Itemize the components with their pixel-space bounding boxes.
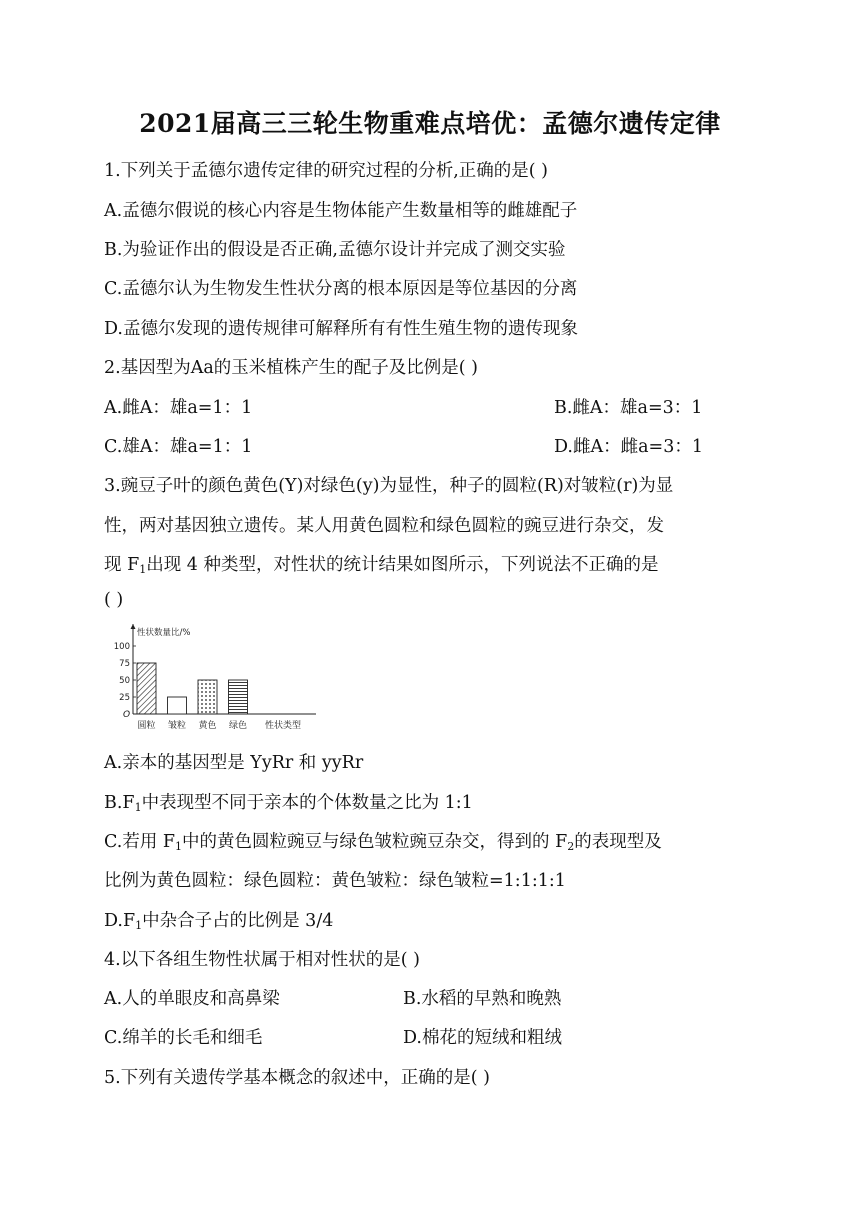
q1-option-c: C.孟德尔认为生物发生性状分离的根本原因是等位基因的分离 xyxy=(104,279,578,299)
q3-option-b: $B.F_1$中表现型不同于亲本的个体数量之比为 1:1 xyxy=(104,793,473,814)
y-tick-label: 50 xyxy=(119,676,130,686)
q3-option-d: $D.F_1$中杂合子占的比例是 3/4 xyxy=(104,911,334,932)
q2-option-c: C.雄A：雄a=1：1 xyxy=(104,437,253,457)
y-tick-label: 25 xyxy=(119,693,130,703)
q1-stem: 1.下列关于孟德尔遗传定律的研究过程的分析,正确的是( ) xyxy=(104,161,548,181)
q4-option-c: C.绵羊的长毛和细毛 xyxy=(104,1028,263,1048)
q2-option-a: A.雌A：雄a=1：1 xyxy=(104,398,253,418)
q2-stem: 2.基因型为Aa的玉米植株产生的配子及比例是( ) xyxy=(104,358,478,378)
x-axis-label: 性状类型 xyxy=(264,721,302,731)
q3-stem-line1: 3.豌豆子叶的颜色黄色(Y)对绿色(y)为显性，种子的圆粒(R)对皱粒(r)为显 xyxy=(104,476,674,496)
q3-option-a: A.亲本的基因型是 YyRr 和 yyRr xyxy=(104,753,364,773)
q5-stem: 5.下列有关遗传学基本概念的叙述中，正确的是( ) xyxy=(104,1068,490,1088)
q1-option-a: A.孟德尔假说的核心内容是生物体能产生数量相等的雌雄配子 xyxy=(104,201,578,221)
q4-option-d: D.棉花的短绒和粗绒 xyxy=(403,1028,562,1048)
bar-1 xyxy=(137,663,156,714)
x-category-label: 绿色 xyxy=(228,721,248,731)
x-category-label: 皱粒 xyxy=(167,721,187,731)
q3-stem-line4: ( ) xyxy=(104,590,124,610)
document-title: 2021届高三三轮生物重难点培优：孟德尔遗传定律 xyxy=(139,109,721,138)
q1-option-b: B.为验证作出的假设是否正确,孟德尔设计并完成了测交实验 xyxy=(104,240,566,260)
q2-option-d: D.雌A：雌a=3：1 xyxy=(554,437,703,457)
x-category-label: 黄色 xyxy=(198,721,217,731)
bar-2 xyxy=(168,697,187,714)
bar-3 xyxy=(198,680,217,714)
y-axis-label: 性状数量比/% xyxy=(137,628,191,638)
origin-label: O xyxy=(123,710,131,720)
q3-option-c-line2: 比例为黄色圆粒：绿色圆粒：黄色皱粒：绿色皱粒=1:1:1:1 xyxy=(104,871,566,891)
y-tick-label: 100 xyxy=(113,642,130,652)
q2-option-b: B.雌A：雄a=3：1 xyxy=(554,398,703,418)
trait-ratio-bar-chart xyxy=(104,618,324,738)
q4-stem: 4.以下各组生物性状属于相对性状的是( ) xyxy=(104,950,420,970)
q3-stem-line3: 现 $F_1$出现 4 种类型，对性状的统计结果如图所示，下列说法不正确的是 xyxy=(104,555,659,576)
q3-stem-line2: 性，两对基因独立遗传。某人用黄色圆粒和绿色圆粒的豌豆进行杂交，发 xyxy=(104,516,664,536)
q1-option-d: D.孟德尔发现的遗传规律可解释所有有性生殖生物的遗传现象 xyxy=(104,319,578,339)
chart-bars xyxy=(137,663,248,714)
y-tick-label: 75 xyxy=(119,659,130,669)
x-category-label: 圆粒 xyxy=(137,721,156,731)
q3-option-c-line1: C.若用 $F_1$中的黄色圆粒豌豆与绿色皱粒豌豆杂交，得到的 $F_2$的表现型及 xyxy=(104,832,662,853)
y-axis-arrow xyxy=(131,624,136,629)
q4-option-a: A.人的单眼皮和高鼻梁 xyxy=(104,989,280,1009)
bar-4 xyxy=(229,680,248,714)
q4-option-b: B.水稻的早熟和晚熟 xyxy=(403,989,562,1009)
